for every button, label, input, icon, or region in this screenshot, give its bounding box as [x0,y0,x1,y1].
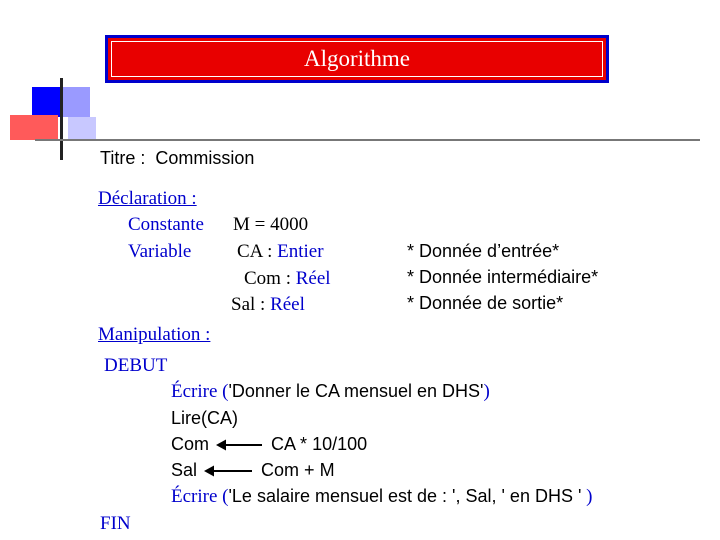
fin-keyword: FIN [100,513,131,534]
variable-name: Sal [231,294,256,315]
variable-sal: Sal : Réel [231,294,305,315]
assignment-arrow-icon [216,439,264,451]
debut-keyword: DEBUT [104,355,168,376]
assign-line-2 [171,460,335,481]
assign-expression: CA * 10/100 [271,434,368,454]
ecrire-keyword: Écrire [171,486,218,507]
ecrire-argument: 'Donner le CA mensuel en DHS' [228,381,484,401]
ecrire-keyword: Écrire [171,381,218,402]
comment-sortie: * Donnée de sortie* [407,293,564,313]
variable-name: CA [237,241,263,262]
titre-value: Commission [155,148,255,168]
title-banner [105,35,609,83]
variable-com: Com : Réel [244,268,331,289]
constante-keyword: Constante [128,214,204,235]
constante-value: M = 4000 [233,214,309,235]
lire-line: Lire(CA) [171,408,239,428]
comment-intermediaire: * Donnée intermédiaire* [407,267,599,287]
ecrire-line-1: Écrire ('Donner le CA mensuel en DHS') [171,381,490,402]
comment-entree: * Donnée d’entrée* [407,241,560,261]
variable-name: Com [244,268,281,289]
assign-expression: Com + M [261,460,335,480]
titre-line [100,148,254,169]
assign-target: Sal [171,460,198,480]
variable-ca: CA : Entier [237,241,324,262]
assign-line-1 [171,434,367,455]
variable-type: Réel [295,268,331,289]
assign-target: Com [171,434,210,454]
manipulation-heading: Manipulation : [98,324,211,345]
assignment-arrow-icon [204,465,254,477]
declaration-heading: Déclaration : [98,188,197,209]
variable-type: Entier [277,241,324,262]
page-title: Algorithme [303,46,411,71]
variable-type: Réel [270,294,305,315]
titre-label: Titre : [100,148,146,168]
ecrire-line-2: Écrire ('Le salaire mensuel est de : ', Sal, ' en DHS ' ) [171,486,593,507]
ecrire-argument: 'Le salaire mensuel est de : ', Sal, ' en DHS ' [228,486,582,506]
variable-keyword: Variable [128,241,192,262]
